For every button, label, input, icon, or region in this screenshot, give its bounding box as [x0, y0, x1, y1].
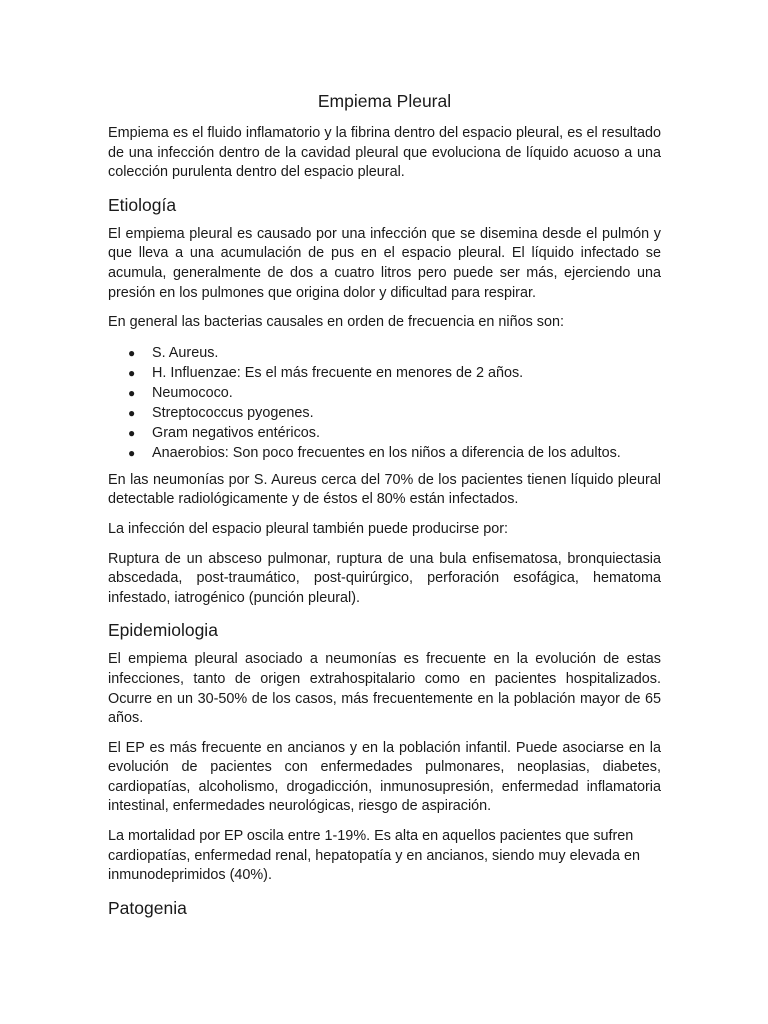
etiologia-paragraph-2: En general las bacterias causales en orden de frecuencia en niños son: [108, 314, 564, 331]
epidemiologia-paragraph-2: El EP es más frecuente en ancianos y en la población infantil. Puede asociarse en la evolución de pacientes con enfermedades pulmonares, neoplasias, diabetes, cardiopatías, alcoholismo, drogadicción, inmunosupresión, enfermedad inflamatoria intestinal, enfermedades neurológicas, riesgo de aspiración. [108, 739, 661, 815]
section-heading-epidemiologia: Epidemiologia [108, 620, 218, 641]
section-heading-etiologia: Etiología [108, 194, 177, 215]
list-item [108, 423, 661, 443]
bacteria-list [108, 343, 661, 463]
list-item-text: Neumococo. [152, 384, 233, 401]
bullet-icon: ● [128, 425, 136, 440]
epidemiologia-paragraph-3: La mortalidad por EP oscila entre 1-19%. Es alta en aquellos pacientes que sufren cardiopatías, enfermedad renal, hepatopatía y en ancianos, siendo muy elevada en inmunodeprimidos (40%). [108, 828, 641, 884]
list-item [108, 383, 661, 403]
etiologia-paragraph-1: El empiema pleural es causado por una infección que se disemina desde el pulmón y que lleva a una acumulación de pus en el espacio pleural. El líquido infectado se acumula, generalmente de dos a cuatro litros pero puede ser más, ejerciendo una presión en los pulmones que origina dolor y dificultad para respirar. [108, 225, 661, 301]
list-item [108, 443, 661, 463]
etiologia-paragraph-4: La infección del espacio pleural también puede producirse por: [108, 520, 508, 537]
section-heading-patogenia: Patogenia [108, 897, 187, 918]
list-item-text: Streptococcus pyogenes. [152, 404, 314, 421]
bullet-icon: ● [128, 365, 136, 380]
etiologia-paragraph-5: Ruptura de un absceso pulmonar, ruptura de una bula enfisematosa, bronquiectasia abscedada, post-traumático, post-quirúrgico, perforación esofágica, hematoma infestado, iatrogénico (punción pleural). [108, 550, 661, 606]
bullet-icon: ● [128, 345, 136, 360]
list-item-text: S. Aureus. [152, 344, 219, 361]
bullet-icon: ● [128, 385, 136, 400]
bullet-icon: ● [128, 405, 136, 420]
document-page [108, 88, 661, 928]
list-item [108, 363, 661, 383]
list-item-text: H. Influenzae: Es el más frecuente en menores de 2 años. [152, 364, 524, 381]
document-title: Empiema Pleural [317, 91, 452, 111]
list-item [108, 403, 661, 423]
epidemiologia-paragraph-1: El empiema pleural asociado a neumonías es frecuente en la evolución de estas infecciones, tanto de origen extrahospitalario como en pacientes hospitalizados. Ocurre en un 30-50% de los casos, más frecuentemente en la población mayor de 65 años. [108, 651, 661, 727]
etiologia-paragraph-3: En las neumonías por S. Aureus cerca del 70% de los pacientes tienen líquido pleural detectable radiológicamente y de éstos el 80% están infectados. [108, 471, 661, 508]
list-item [108, 343, 661, 363]
intro-paragraph: Empiema es el fluido inflamatorio y la fibrina dentro del espacio pleural, es el resultado de una infección dentro de la cavidad pleural que evoluciona de líquido acuoso a una colección purulenta dentro del espacio pleural. [108, 125, 661, 181]
list-item-text: Gram negativos entéricos. [152, 424, 320, 441]
bullet-icon: ● [128, 445, 136, 460]
list-item-text: Anaerobios: Son poco frecuentes en los niños a diferencia de los adultos. [152, 444, 621, 461]
